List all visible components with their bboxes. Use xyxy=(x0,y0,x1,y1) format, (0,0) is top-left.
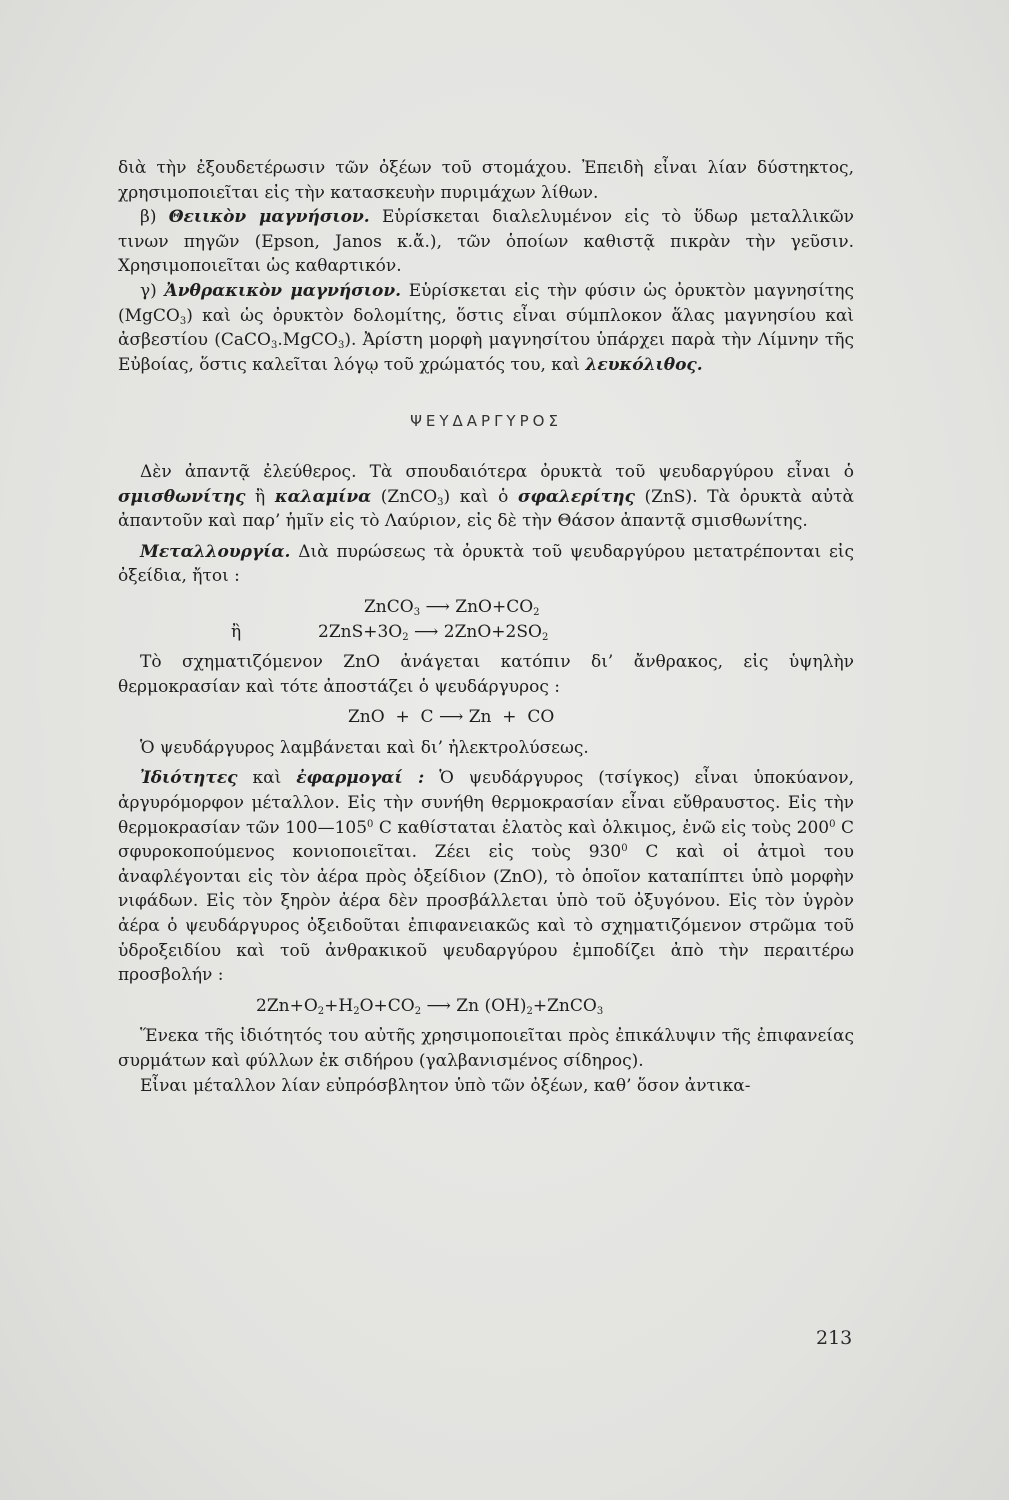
equation-reduction: ZnO + C ⟶ Zn + CO xyxy=(348,707,555,728)
page-body xyxy=(118,156,854,1098)
term-magnesium-carbonate: Ἀνθρακικὸν μαγνήσιον. xyxy=(164,280,402,301)
paragraph-electrolysis: Ὁ ψευδάργυρος λαμβάνεται καὶ δι’ ἠλεκτρολύσεως. xyxy=(140,737,589,758)
paragraph-zinc-ores: Δὲν ἀπαντᾷ ἐλεύθερος. Τὰ σπουδαιότερα ὀρυκτὰ τοῦ ψευδαργύρου εἶναι ὁ σμισθωνίτης ἢ καλαμίνα (ZnCO$_3$) καὶ ὁ σφαλερίτης (ZnS). Τὰ ὀρυκτὰ αὐτὰ ἀπαντοῦν καὶ παρ’ ἡμῖν εἰς τὸ Λαύριον, εἰς δὲ τὴν Θάσον ἀπαντᾷ σμισθωνίτης. xyxy=(118,461,854,532)
paragraph-antacid: διὰ τὴν ἐξουδετέρωσιν τῶν ὀξέων τοῦ στομάχου. Ἐπειδὴ εἶναι λίαν δύστηκτος, χρησιμοποιεῖται εἰς τὴν κατασκευὴν πυριμάχων λίθων. xyxy=(118,158,854,203)
term-calamine: καλαμίνα xyxy=(274,486,372,507)
paragraph-magnesium-sulfate: β) Θειικὸν μαγνήσιον. Εὑρίσκεται διαλελυμένον εἰς τὸ ὕδωρ μεταλλικῶν τινων πηγῶν (Epson, Janos κ.ἄ.), τῶν ὁποίων καθιστᾷ πικρὰν τὴν γεῦσιν. Χρησιμοποιεῖται ὡς καθαρτικόν. xyxy=(118,207,854,277)
paragraph-galvanizing: Ἕνεκα τῆς ἰδιότητός του αὐτῆς χρησιμοποιεῖται πρὸς ἐπικάλυψιν τῆς ἐπιφανείας συρμάτων καὶ φύλλων ἐκ σιδήρου (γαλβανισμένος σίδηρος). xyxy=(118,1026,854,1071)
equation-corrosion: $2Zn+O_2+H_2O+CO_2$ ⟶ Zn $(OH)_2+ZnCO_3$ xyxy=(256,995,604,1017)
section-heading-zinc: ΨΕΥΔΑΡΓΥΡΟΣ xyxy=(410,412,562,431)
page-number: 213 xyxy=(816,1327,853,1349)
term-sphalerite: σφαλερίτης xyxy=(517,486,635,507)
term-properties: Ἰδιότητες xyxy=(140,768,238,789)
paragraph-metallurgy: Μεταλλουργία. Διὰ πυρώσεως τὰ ὀρυκτὰ τοῦ ψευδαργύρου μετατρέπονται εἰς ὀξείδια, ἤτοι : xyxy=(118,541,854,587)
paragraph-properties: Ἰδιότητες καὶ ἐφαρμογαί : Ὁ ψευδάργυρος (τσίγκος) εἶναι ὑποκύανον, ἀργυρόμορφον μέταλλον. Εἰς τὴν συνήθη θερμοκρασίαν εἶναι εὔθραυστος. Εἰς τὴν θερμοκρασίαν τῶν $100—105^0$ C καθίσταται ἐλατὸς καὶ ὀλκιμος, ἐνῶ εἰς τοὺς $200^0$ C σφυροκοπούμενος κονιοποιεῖται. Ζέει εἰς τοὺς $930^0$ C καὶ οἱ ἀτμοὶ του ἀναφλέγονται εἰς τὸν ἀέρα πρὸς ὀξείδιον (ZnO), τὸ ὁποῖον καταπίπτει ὑπὸ μορφὴν νιφάδων. Εἰς τὸν ξηρὸν ἀέρα δὲν προσβάλλεται ὑπὸ τοῦ ὀξυγόνου. Εἰς τὸν ὑγρὸν ἀέρα ὁ ψευδάργυρος ὀξειδοῦται ἐπιφανειακῶς καὶ τὸ σχηματιζόμενον στρῶμα τοῦ ὑδροξειδίου καὶ τοῦ ἀνθρακικοῦ ψευδαργύρου ἐμποδίζει ἀπὸ τὴν περαιτέρω προσβολήν : xyxy=(118,768,854,986)
equation-roasting-carbonate: ZnCO$_3$ ⟶ $ZnO+CO_2$ xyxy=(364,596,540,618)
paragraph-reduction: Τὸ σχηματιζόμενον ZnO ἀνάγεται κατόπιν δι’ ἄνθρακος, εἰς ὑψηλὴν θερμοκρασίαν καὶ τότε ἀποστάζει ὁ ψευδάργυρος : xyxy=(118,652,854,697)
paragraph-acids: Εἶναι μέταλλον λίαν εὐπρόσβλητον ὑπὸ τῶν ὀξέων, καθ’ ὅσον ἀντικα- xyxy=(140,1075,751,1096)
term-applications: ἐφαρμογαί : xyxy=(296,768,425,789)
term-smithsonite: σμισθωνίτης xyxy=(118,486,246,507)
term-metallurgy: Μεταλλουργία. xyxy=(140,541,291,562)
term-magnesium-sulfate: Θειικὸν μαγνήσιον. xyxy=(168,207,370,228)
paragraph-magnesium-carbonate: γ) Ἀνθρακικὸν μαγνήσιον. Εὑρίσκεται εἰς τὴν φύσιν ὡς ὀρυκτὸν μαγνησίτης (MgCO$_3$) καὶ ὡς ὀρυκτὸν δολομίτης, ὅστις εἶναι σύμπλοκον ἅλας μαγνησίου καὶ ἀσβεστίου (CaCO$_3$.MgCO$_3$). Ἀρίστη μορφὴ μαγνησίτου ὑπάρχει παρὰ τὴν Λίμνην τῆς Εὐβοίας, ὅστις καλεῖται λόγῳ τοῦ χρώματός του, καὶ λευκόλιθος. xyxy=(118,280,855,375)
equation-roasting-sulfide: ἢ $2ZnS+3O_2$ ⟶ $2ZnO+2SO_2$ xyxy=(231,621,549,643)
term-leukolithos: λευκόλιθος. xyxy=(585,354,703,375)
